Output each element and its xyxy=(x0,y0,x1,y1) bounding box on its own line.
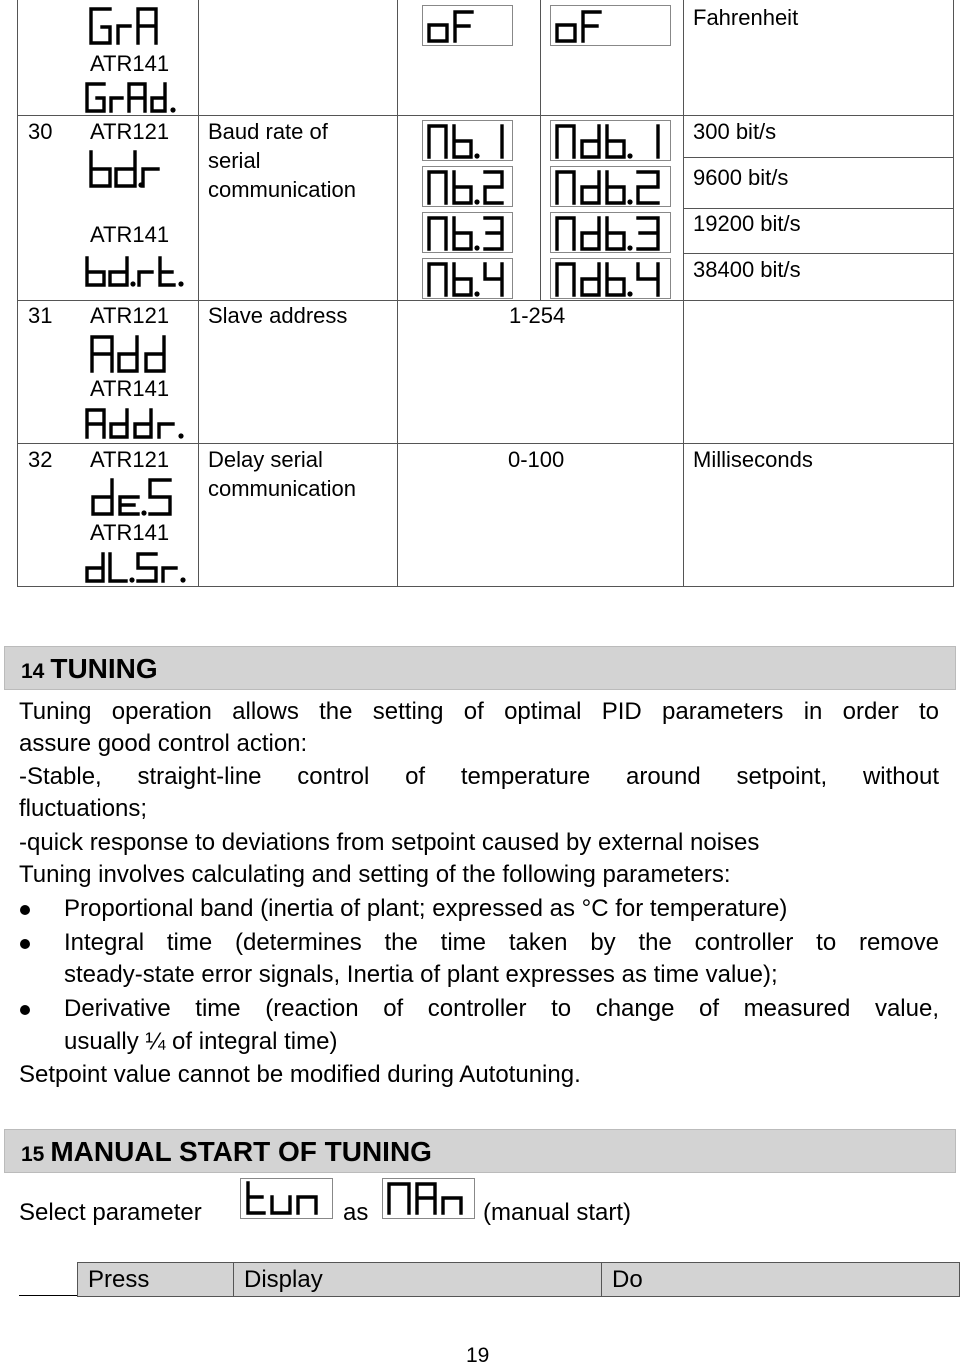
bullet-icon xyxy=(20,939,30,949)
bullet-icon xyxy=(20,905,30,915)
display-code-add xyxy=(86,332,182,376)
section-title-text: TUNING xyxy=(50,653,158,684)
section-title-text: MANUAL START OF TUNING xyxy=(50,1136,432,1167)
display-code-nb4 xyxy=(422,258,514,300)
table-border-left xyxy=(17,0,18,586)
column-header-press: Press xyxy=(78,1263,234,1296)
value-divider xyxy=(683,208,954,209)
row-divider xyxy=(17,300,954,301)
bullet-text: steady-state error signals, Inertia of plant expresses as time value); xyxy=(64,961,778,988)
section-title xyxy=(21,653,158,685)
description-line: communication xyxy=(208,476,356,501)
bullet-text: Proportional band (inertia of plant; expressed as °C for temperature) xyxy=(64,895,788,922)
value-baud: 38400 bit/s xyxy=(693,257,801,282)
value-divider xyxy=(683,157,954,158)
display-code-bdr xyxy=(86,148,178,192)
value-range: 1-254 xyxy=(509,303,566,328)
as-text: as xyxy=(343,1199,369,1226)
paragraph-line: Tuning involves calculating and setting of the following parameters: xyxy=(19,861,731,888)
model-label: ATR141 xyxy=(90,222,170,247)
value-range: 0-100 xyxy=(508,447,565,472)
display-code-addr xyxy=(82,406,192,442)
display-code-ndb3 xyxy=(550,212,672,254)
page-number: 19 xyxy=(466,1344,490,1367)
column-header-display: Display xyxy=(234,1263,602,1296)
row-number: 31 xyxy=(28,303,53,328)
description-line: Baud rate of xyxy=(208,119,328,144)
display-code-ndb1 xyxy=(550,120,672,162)
paragraph-line: assure good control action: xyxy=(19,730,308,757)
section-header-tuning xyxy=(4,646,956,690)
value-baud: 9600 bit/s xyxy=(693,165,789,190)
bullet-text: Derivative time (reaction of controller to change of measured value, xyxy=(64,995,939,1022)
description-line: Delay serial xyxy=(208,447,323,472)
display-code-tun xyxy=(240,1178,334,1220)
table-divider xyxy=(540,0,541,300)
model-label: ATR121 xyxy=(90,303,170,328)
paragraph-line: fluctuations; xyxy=(19,795,148,822)
paragraph-line: -quick response to deviations from setpoint caused by external noises xyxy=(19,829,760,856)
model-label: ATR141 xyxy=(90,51,170,76)
row-number: 32 xyxy=(28,447,53,472)
description-line: communication xyxy=(208,177,356,202)
bullet-text: usually ¼ of integral time) xyxy=(64,1028,338,1055)
operations-table-header xyxy=(77,1262,960,1297)
model-label: ATR141 xyxy=(90,376,170,401)
value-baud: 300 bit/s xyxy=(693,119,777,144)
model-label: ATR121 xyxy=(90,119,170,144)
value-divider xyxy=(683,253,954,254)
display-code-of xyxy=(422,5,514,47)
paragraph-line: -Stable, straight-line control of temperature around setpoint, without xyxy=(19,763,939,790)
section-header-manual-start xyxy=(4,1129,956,1173)
bullet-text: Integral time (determines the time taken by the controller to remove xyxy=(64,929,939,956)
table-divider xyxy=(683,0,684,586)
row-number: 30 xyxy=(28,119,53,144)
column-header-do: Do xyxy=(612,1266,643,1293)
value-baud: 19200 bit/s xyxy=(693,211,801,236)
display-code-nb2 xyxy=(422,166,514,208)
section-number: 14 xyxy=(21,660,45,683)
display-code-gra xyxy=(86,4,182,48)
table-border-right xyxy=(953,0,954,586)
display-code-ndb2 xyxy=(550,166,672,208)
row-divider xyxy=(17,443,954,444)
display-code-man xyxy=(382,1178,476,1220)
description-line: serial xyxy=(208,148,261,173)
model-label: ATR141 xyxy=(90,520,170,545)
bullet-icon xyxy=(20,1005,30,1015)
display-code-grad xyxy=(82,80,192,116)
display-code-nb3 xyxy=(422,212,514,254)
section-number: 15 xyxy=(21,1143,45,1166)
paragraph-line: Tuning operation allows the setting of optimal PID parameters in order to xyxy=(19,698,939,725)
display-code-bdrt xyxy=(82,254,192,290)
value-fahrenheit: Fahrenheit xyxy=(693,5,799,30)
display-code-des xyxy=(86,475,182,519)
display-code-nb1 xyxy=(422,120,514,162)
value-unit: Milliseconds xyxy=(693,447,813,472)
table-divider xyxy=(397,0,398,586)
table-border-bottom xyxy=(17,586,954,587)
description-line: Slave address xyxy=(208,303,348,328)
section-title xyxy=(21,1136,432,1168)
display-code-ndb4 xyxy=(550,258,672,300)
paragraph-line: Setpoint value cannot be modified during Autotuning. xyxy=(19,1061,581,1088)
display-code-of xyxy=(550,5,672,47)
select-parameter-text: Select parameter xyxy=(19,1199,202,1226)
table-divider xyxy=(198,0,199,586)
display-code-dlsr xyxy=(82,550,192,586)
manual-start-text: (manual start) xyxy=(483,1199,632,1226)
model-label: ATR121 xyxy=(90,447,170,472)
